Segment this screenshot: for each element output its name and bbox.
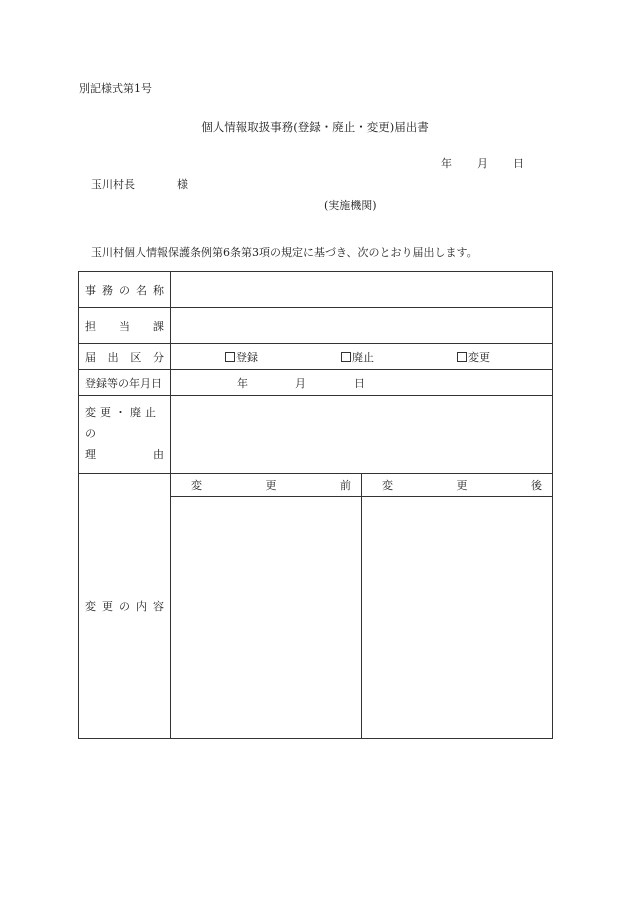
checkbox-icon[interactable] [457, 352, 467, 362]
label-char: 当 [119, 319, 130, 333]
label-char: の [119, 283, 130, 297]
date-month: 月 [477, 157, 488, 170]
content-label [79, 474, 171, 739]
checkbox-icon[interactable] [341, 352, 351, 362]
filing-form-table [78, 271, 553, 739]
addressee [91, 176, 188, 192]
checkbox-icon[interactable] [225, 352, 235, 362]
addressee-name: 玉川村長 [91, 178, 135, 191]
department-label [79, 308, 171, 344]
before-header [171, 474, 362, 497]
after-content-field[interactable] [362, 497, 553, 739]
intro-text: 玉川村個人情報保護条例第6条第3項の規定に基づき、次のとおり届出します。 [91, 246, 478, 259]
form-number: 別記様式第1号 [79, 82, 152, 95]
date-day: 日 [513, 157, 524, 170]
date-line [441, 155, 524, 171]
label-char: 前 [340, 479, 351, 492]
office-name-field[interactable] [171, 272, 553, 308]
label-char: 事 [85, 283, 96, 297]
label-char: 変 [191, 479, 202, 492]
after-header [362, 474, 553, 497]
registration-date-label: 登録等の年月日 [79, 370, 171, 396]
filing-option-abolish[interactable]: 廃止 [341, 349, 374, 365]
reason-label-line1: 変更・廃止の [85, 406, 160, 441]
label-char: 称 [153, 283, 164, 297]
content-area [171, 474, 553, 739]
label-char: 後 [531, 479, 542, 492]
registration-month: 月 [295, 376, 306, 390]
label-char: 務 [102, 283, 113, 297]
label-char: 担 [85, 319, 96, 333]
label-char: 分 [152, 350, 164, 364]
label-char: 内 [136, 600, 147, 613]
document-title: 個人情報取扱事務(登録・廃止・変更)届出書 [201, 120, 429, 134]
label-char: 容 [153, 600, 164, 613]
filing-option-register[interactable]: 登録 [225, 349, 258, 365]
agency-label: (実施機関) [324, 199, 377, 212]
filing-option-change[interactable]: 変更 [457, 349, 490, 365]
label-char: 変 [382, 479, 393, 492]
reason-field[interactable] [171, 396, 553, 474]
label-char: 名 [136, 283, 147, 297]
before-content-field[interactable] [171, 497, 362, 739]
change-content-table [171, 474, 552, 738]
registration-year: 年 [237, 376, 248, 390]
label-char: 区 [130, 350, 142, 364]
label-char: 更 [265, 479, 277, 492]
filing-type-options [171, 344, 553, 370]
addressee-honorific: 様 [177, 178, 188, 191]
office-name-label [79, 272, 171, 308]
label-char: 課 [153, 319, 164, 333]
filing-type-label [79, 344, 171, 370]
label-char: 更 [102, 600, 113, 613]
label-char: 変 [85, 600, 96, 613]
date-year: 年 [441, 157, 452, 170]
label-char: 出 [107, 350, 119, 364]
registration-day: 日 [354, 376, 365, 390]
reason-label: 変更・廃止の 理 由 [79, 396, 171, 474]
label-char: 更 [456, 479, 468, 492]
registration-date-field[interactable] [171, 370, 553, 396]
label-char: 届 [85, 350, 96, 364]
department-field[interactable] [171, 308, 553, 344]
label-char: の [119, 600, 130, 613]
